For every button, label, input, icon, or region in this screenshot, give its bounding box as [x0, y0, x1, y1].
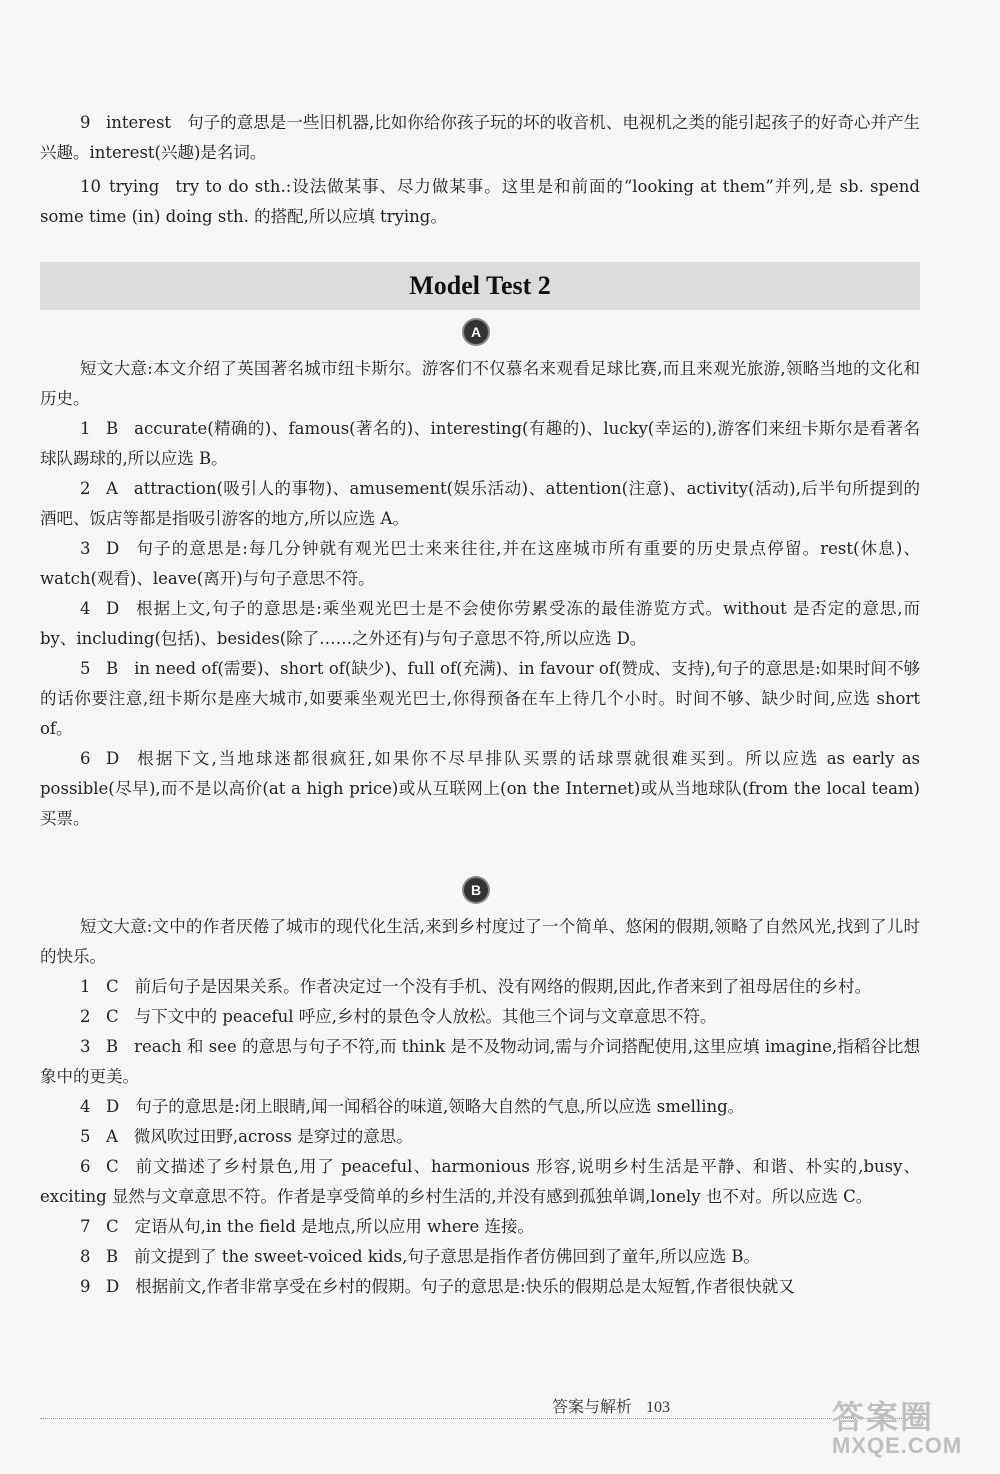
- item-answer: D: [106, 1277, 120, 1296]
- item-explanation: 句子的意思是:每几分钟就有观光巴士来来往往,并在这座城市所有重要的历史景点停留。rest(休息)、watch(观看)、leave(离开)与句子意思不符。: [40, 539, 920, 588]
- item-explanation: 句子的意思是一些旧机器,比如你给你孩子玩的坏的收音机、电视机之类的能引起孩子的好奇心并产生兴趣。interest(兴趣)是名词。: [40, 113, 920, 162]
- watermark-logo: [832, 1400, 992, 1470]
- item-number: 5: [80, 1127, 91, 1146]
- answer-item: [40, 1032, 920, 1092]
- item-explanation: 与下文中的 peaceful 呼应,乡村的景色令人放松。其他三个词与文章意思不符。: [134, 1007, 717, 1026]
- item-number: 7: [80, 1217, 91, 1236]
- title-banner: [40, 262, 920, 310]
- page-title: Model Test 2: [409, 271, 551, 300]
- item-explanation: 前文描述了乡村景色,用了 peaceful、harmonious 形容,说明乡村生活是平静、和谐、朴实的,busy、exciting 显然与文章意思不符。作者是享受简单的乡村生活的,并没有感到孤独单调,lonely 也不对。所以应选 C。: [40, 1157, 920, 1206]
- item-answer: D: [106, 599, 120, 618]
- item-answer: D: [106, 539, 120, 558]
- item-explanation: 前文提到了 the sweet-voiced kids,句子意思是指作者仿佛回到了童年,所以应选 B。: [134, 1247, 760, 1266]
- item-number: 5: [80, 659, 91, 678]
- item-explanation: 根据上文,句子的意思是:乘坐观光巴士是不会使你劳累受冻的最佳游览方式。without 是否定的意思,而 by、including(包括)、besides(除了……之外还有)与句子意思不符,所以应选 D。: [40, 599, 920, 648]
- item-answer: C: [106, 1007, 119, 1026]
- item-number: 9: [80, 113, 91, 132]
- item-explanation: in need of(需要)、short of(缺少)、full of(充满)、in favour of(赞成、支持),句子的意思是:如果时间不够的话你要注意,纽卡斯尔是座大城市,如要乘坐观光巴士,你得预备在车上待几个小时。时间不够、缺少时间,应选 short of。: [40, 659, 920, 738]
- answer-item: [40, 474, 920, 534]
- answer-item: [40, 1242, 920, 1272]
- answer-item: [40, 534, 920, 594]
- item-answer: B: [106, 659, 119, 678]
- item-explanation: try to do sth.:设法做某事、尽力做某事。这里是和前面的“looking at them”并列,是 sb. spend some time (in) doing sth. 的搭配,所以应填 trying。: [40, 177, 920, 226]
- answer-item: [40, 108, 920, 168]
- answer-item: [40, 1272, 920, 1302]
- item-answer: A: [106, 1127, 118, 1146]
- item-number: 1: [80, 419, 91, 438]
- answer-item: [40, 1122, 920, 1152]
- item-number: 6: [80, 749, 91, 768]
- item-answer: C: [106, 977, 119, 996]
- item-number: 1: [80, 977, 91, 996]
- item-number: 6: [80, 1157, 91, 1176]
- item-explanation: 句子的意思是:闭上眼睛,闻一闻稻谷的味道,领略大自然的气息,所以应选 smelling。: [135, 1097, 745, 1116]
- answer-item: [40, 654, 920, 744]
- item-number: 4: [80, 1097, 91, 1116]
- page-footer: [552, 1394, 670, 1417]
- section-b-badge: B: [464, 878, 488, 902]
- answer-item: [40, 414, 920, 474]
- item-explanation: accurate(精确的)、famous(著名的)、interesting(有趣的)、lucky(幸运的),游客们来纽卡斯尔是看著名球队踢球的,所以应选 B。: [40, 419, 920, 468]
- item-explanation: 根据前文,作者非常享受在乡村的假期。句子的意思是:快乐的假期总是太短暂,作者很快就又: [135, 1277, 795, 1296]
- item-explanation: 前后句子是因果关系。作者决定过一个没有手机、没有网络的假期,因此,作者来到了祖母居住的乡村。: [134, 977, 872, 996]
- item-number: 8: [80, 1247, 91, 1266]
- item-answer: C: [106, 1217, 119, 1236]
- item-explanation: reach 和 see 的意思与句子不符,而 think 是不及物动词,需与介词搭配使用,这里应填 imagine,指稻谷比想象中的更美。: [40, 1037, 920, 1086]
- section-b-summary: 短文大意:文中的作者厌倦了城市的现代化生活,来到乡村度过了一个简单、悠闲的假期,领略了自然风光,找到了儿时的快乐。: [40, 917, 920, 966]
- section-b: [40, 912, 920, 1302]
- item-number: 10: [80, 177, 101, 196]
- item-explanation: 微风吹过田野,across 是穿过的意思。: [133, 1127, 413, 1146]
- section-a-summary: 短文大意:本文介绍了英国著名城市纽卡斯尔。游客们不仅慕名来观看足球比赛,而且来观光旅游,领略当地的文化和历史。: [40, 359, 920, 408]
- item-number: 9: [80, 1277, 91, 1296]
- item-answer: A: [106, 479, 118, 498]
- item-answer: trying: [109, 177, 160, 196]
- item-explanation: 根据下文,当地球迷都很疯狂,如果你不尽早排队买票的话球票就很难买到。所以应选 as early as possible(尽早),而不是以高价(at a high price)或从互联网上(on the Internet)或从当地球队(from the local team)买票。: [40, 749, 920, 828]
- item-answer: D: [106, 1097, 120, 1116]
- item-explanation: attraction(吸引人的事物)、amusement(娱乐活动)、attention(注意)、activity(活动),后半句所提到的酒吧、饭店等都是指吸引游客的地方,所以应选 A。: [40, 479, 920, 528]
- item-answer: B: [106, 419, 119, 438]
- item-number: 2: [80, 479, 91, 498]
- answer-item: [40, 1152, 920, 1212]
- answer-item: [40, 594, 920, 654]
- item-answer: interest: [106, 113, 172, 132]
- item-number: 2: [80, 1007, 91, 1026]
- answer-item: [40, 1092, 920, 1122]
- watermark-line2: MXQE.COM: [832, 1433, 963, 1458]
- item-answer: B: [106, 1247, 119, 1266]
- top-items: [40, 108, 920, 232]
- answer-item: [40, 172, 920, 232]
- section-a: [40, 354, 920, 834]
- item-number: 3: [80, 539, 91, 558]
- watermark-line1: 答案圈: [832, 1399, 935, 1435]
- footer-divider: [40, 1418, 920, 1419]
- item-answer: B: [106, 1037, 119, 1056]
- answer-item: [40, 1212, 920, 1242]
- item-answer: C: [106, 1157, 119, 1176]
- page-number: 103: [646, 1399, 671, 1416]
- item-answer: D: [106, 749, 120, 768]
- answer-item: [40, 744, 920, 834]
- answer-item: [40, 1002, 920, 1032]
- item-explanation: 定语从句,in the field 是地点,所以应用 where 连接。: [134, 1217, 535, 1236]
- footer-label: 答案与解析: [552, 1397, 633, 1416]
- section-a-badge: A: [464, 320, 488, 344]
- answer-item: [40, 972, 920, 1002]
- item-number: 3: [80, 1037, 91, 1056]
- item-number: 4: [80, 599, 91, 618]
